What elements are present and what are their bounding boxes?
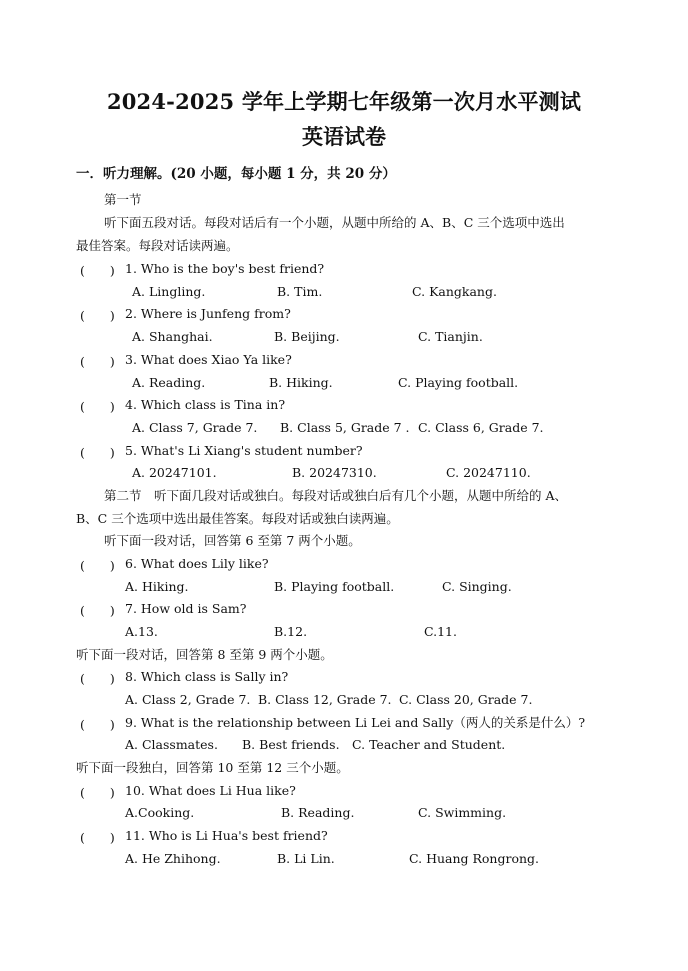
question-1: 1. Who is the boy's best friend?: [125, 261, 325, 276]
question-2: 2. Where is Junfeng from?: [125, 306, 291, 321]
q1-option-b: B. Tim.: [277, 284, 323, 299]
question-3: 3. What does Xiao Ya like?: [125, 352, 292, 367]
q3-option-a: A. Reading.: [132, 375, 206, 390]
question-4: 4. Which class is Tina in?: [125, 397, 286, 412]
q10-option-b: B. Reading.: [281, 805, 355, 820]
q6-option-a: A. Hiking.: [125, 579, 189, 594]
exam-subtitle: 英语试卷: [302, 124, 386, 149]
part1-label: 第一节: [104, 192, 142, 207]
exam-title: 2024-2025 学年上学期七年级第一次月水平测试: [106, 89, 582, 114]
q7-option-c: C.11.: [424, 624, 457, 639]
q11-option-c: C. Huang Rongrong.: [409, 851, 540, 866]
q4-option-b: B. Class 5, Grade 7 .: [280, 420, 410, 435]
q4-option-a: A. Class 7, Grade 7.: [132, 420, 258, 435]
question-6: 6. What does Lily like?: [125, 556, 269, 571]
monologue-intro: 听下面一段独白，回答第 10 至第 12 三个小题。: [76, 760, 349, 775]
q5-option-a: A. 20247101.: [132, 465, 217, 480]
question-8: 8. Which class is Sally in?: [125, 669, 289, 684]
q5-option-b: B. 20247310.: [292, 465, 377, 480]
answer-blank[interactable]: ( ): [80, 717, 115, 732]
answer-blank[interactable]: ( ): [80, 671, 115, 686]
q2-option-a: A. Shanghai.: [132, 329, 213, 344]
q9-option-a: A. Classmates.: [125, 737, 218, 752]
q10-option-a: A.Cooking.: [125, 805, 195, 820]
q9-option-b: B. Best friends.: [242, 737, 340, 752]
part1-instructions: 听下面五段对话。每段对话后有一个小题，从题中所给的 A、B、C 三个选项中选出: [104, 215, 565, 230]
q8-option-a: A. Class 2, Grade 7.: [125, 692, 251, 707]
q1-option-a: A. Lingling.: [132, 284, 206, 299]
q7-option-b: B.12.: [274, 624, 308, 639]
q3-option-b: B. Hiking.: [269, 375, 333, 390]
answer-blank[interactable]: ( ): [80, 558, 115, 573]
q3-option-c: C. Playing football.: [398, 375, 519, 390]
section-heading: 一．听力理解。(20 小题，每小题 1 分，共 20 分）: [76, 166, 396, 182]
q8-option-b: B. Class 12, Grade 7.: [258, 692, 392, 707]
q6-option-c: C. Singing.: [442, 579, 512, 594]
q2-option-b: B. Beijing.: [274, 329, 340, 344]
answer-blank[interactable]: ( ): [80, 445, 115, 460]
q7-option-a: A.13.: [125, 624, 158, 639]
question-5: 5. What's Li Xiang's student number?: [125, 443, 363, 458]
q8-option-c: C. Class 20, Grade 7.: [399, 692, 533, 707]
q11-option-b: B. Li Lin.: [277, 851, 335, 866]
dialog-intro: 听下面一段对话，回答第 8 至第 9 两个小题。: [76, 647, 333, 662]
answer-blank[interactable]: ( ): [80, 603, 115, 618]
q1-option-c: C. Kangkang.: [412, 284, 497, 299]
question-10: 10. What does Li Hua like?: [125, 783, 296, 798]
part2-instructions-cont: B、C 三个选项中选出最佳答案。每段对话或独白读两遍。: [76, 511, 399, 526]
answer-blank[interactable]: ( ): [80, 308, 115, 323]
q2-option-c: C. Tianjin.: [418, 329, 483, 344]
question-7: 7. How old is Sam?: [125, 601, 247, 616]
part1-instructions-cont: 最佳答案。每段对话读两遍。: [76, 238, 239, 253]
question-11: 11. Who is Li Hua's best friend?: [125, 828, 328, 843]
answer-blank[interactable]: ( ): [80, 263, 115, 278]
answer-blank[interactable]: ( ): [80, 830, 115, 845]
q4-option-c: C. Class 6, Grade 7.: [418, 420, 544, 435]
answer-blank[interactable]: ( ): [80, 785, 115, 800]
answer-blank[interactable]: ( ): [80, 399, 115, 414]
dialog-intro: 听下面一段对话，回答第 6 至第 7 两个小题。: [104, 533, 361, 548]
q5-option-c: C. 20247110.: [446, 465, 531, 480]
q10-option-c: C. Swimming.: [418, 805, 507, 820]
answer-blank[interactable]: ( ): [80, 354, 115, 369]
question-9: 9. What is the relationship between Li Lei and Sally（两人的关系是什么）?: [125, 715, 586, 730]
q11-option-a: A. He Zhihong.: [125, 851, 221, 866]
q6-option-b: B. Playing football.: [274, 579, 395, 594]
part2-instructions: 第二节 听下面几段对话或独白。每段对话或独白后有几个小题，从题中所给的 A、: [104, 488, 568, 503]
q9-option-c: C. Teacher and Student.: [352, 737, 506, 752]
